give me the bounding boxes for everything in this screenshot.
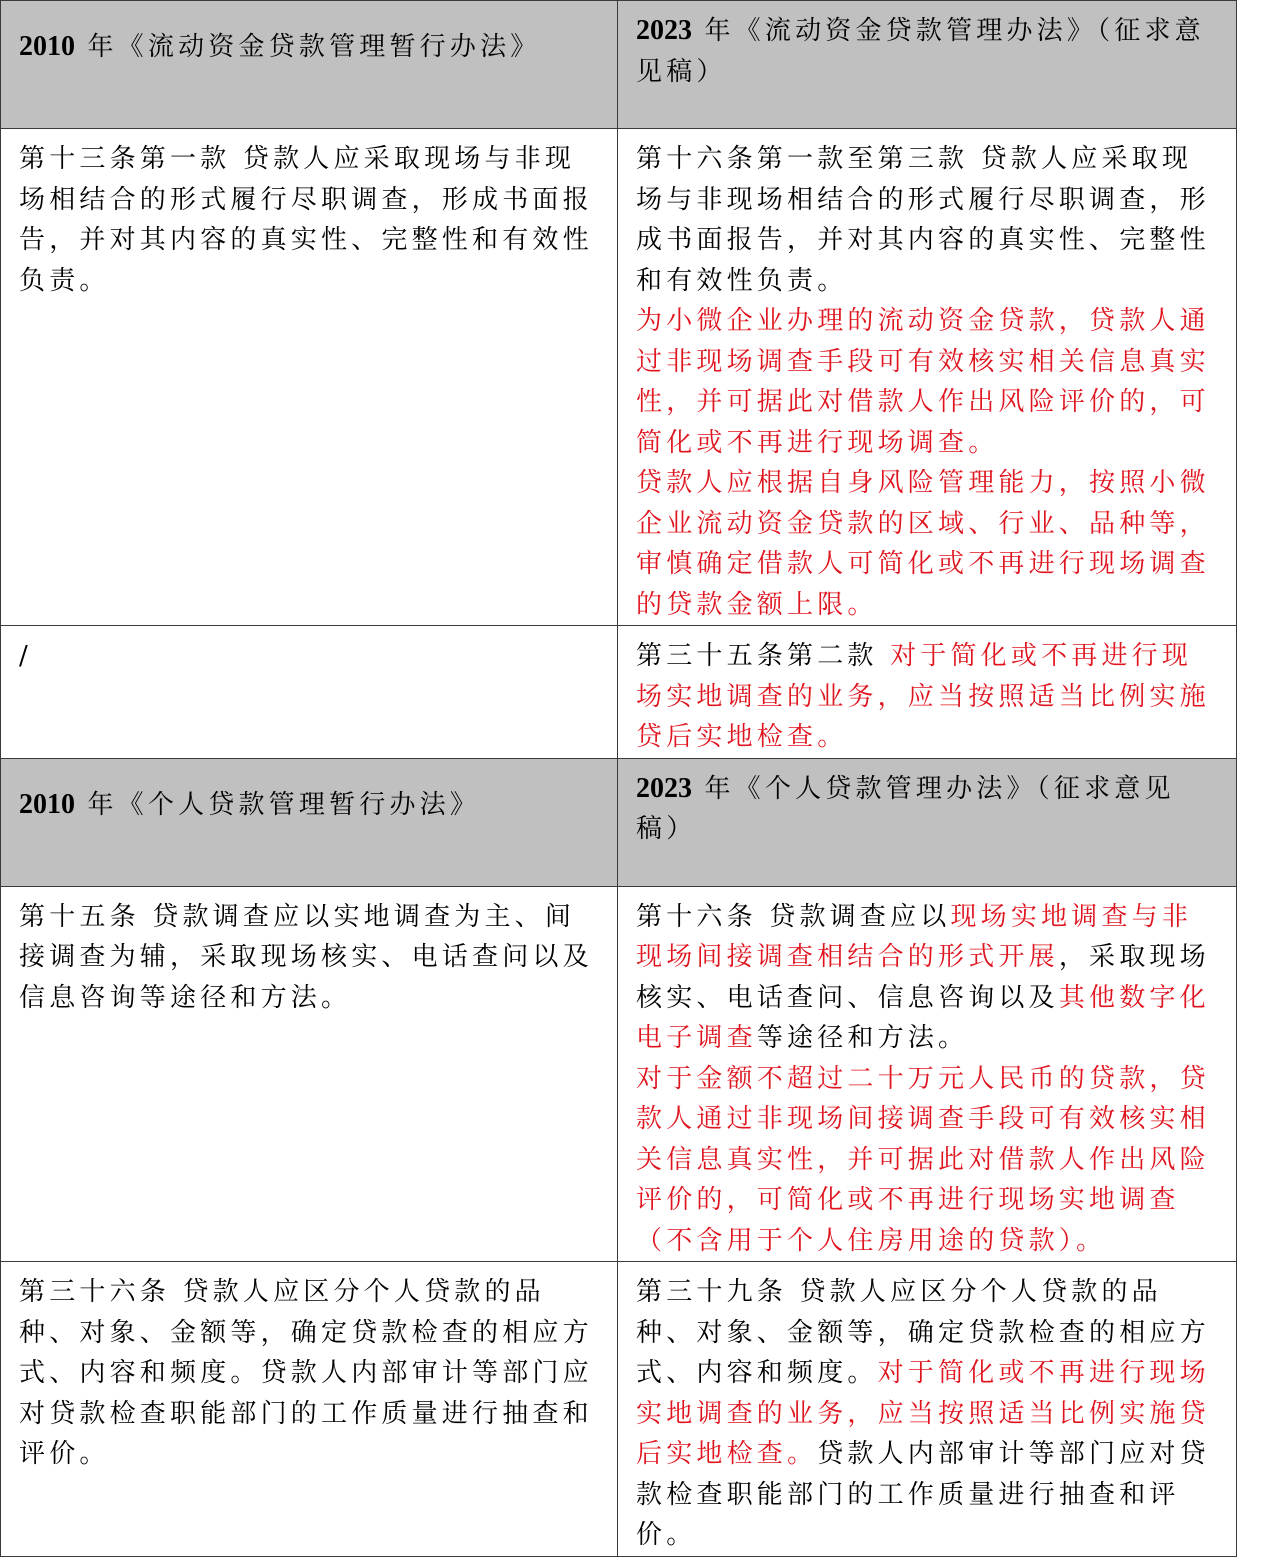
header-cell-new-regulation: [618, 1, 1237, 129]
header-year: 2010: [19, 788, 75, 820]
comparison-row: [1, 626, 1237, 759]
clause-paragraph: [19, 139, 603, 301]
new-clause-cell: [618, 626, 1237, 759]
clause-text: ，采取现场核实、电话查问、信息咨询以及: [636, 942, 1210, 1013]
clause-paragraph: [636, 636, 1222, 758]
header-title: 年《个人贷款管理办法》（征求意见稿）: [636, 773, 1175, 844]
highlighted-change-text: 其他数字化电子调查: [636, 982, 1210, 1053]
clause-body: [618, 626, 1236, 758]
highlighted-change-text: 对于简化或不再进行现场实地调查的业务，应当按照适当比例实施贷后实地检查。: [636, 1358, 1210, 1469]
clause-text: 第三十六条 贷款人应区分个人贷款的品种、对象、金额等，确定贷款检查的相应方式、内容和频度。贷款人内部审计等部门应对贷款检查职能部门的工作质量进行抽查和评价。: [19, 1277, 593, 1469]
old-clause-cell: [1, 886, 618, 1262]
clause-paragraph: [636, 897, 1222, 1059]
clause-body: [618, 1262, 1236, 1556]
clause-text: 第三十五条第二款: [636, 641, 891, 671]
clause-body: [1, 887, 617, 1019]
clause-text: /: [19, 641, 32, 671]
clause-body: [1, 1262, 617, 1475]
header-cell-old-regulation: [1, 1, 618, 129]
clause-paragraph: [636, 1272, 1222, 1556]
comparison-row: [1, 1262, 1237, 1557]
header-title: 年《个人贷款管理暂行办法》: [75, 789, 481, 820]
clause-paragraph: [636, 301, 1222, 463]
new-clause-cell: [618, 1262, 1237, 1557]
header-cell-new-regulation: [618, 758, 1237, 886]
highlighted-change-text: 对于简化或不再进行现场实地调查的业务，应当按照适当比例实施贷后实地检查。: [636, 641, 1210, 752]
header-year: 2023: [636, 15, 692, 46]
clause-paragraph: [636, 139, 1222, 301]
highlighted-change-text: 为小微企业办理的流动资金贷款，贷款人通过非现场调查手段可有效核实相关信息真实性，并可据此对借款人作出风险评价的，可简化或不再进行现场调查。: [636, 306, 1210, 458]
old-clause-cell: [1, 626, 618, 759]
clause-text: 第十六条第一款至第三款 贷款人应采取现场与非现场相结合的形式履行尽职调查，形成书面报告，并对其内容的真实性、完整性和有效性负责。: [636, 144, 1210, 296]
new-clause-cell: [618, 886, 1237, 1262]
clause-text: 第十三条第一款 贷款人应采取现场与非现场相结合的形式履行尽职调查，形成书面报告，并对其内容的真实性、完整性和有效性负责。: [19, 144, 593, 296]
header-year: 2023: [636, 772, 692, 804]
comparison-row: [1, 886, 1237, 1262]
clause-paragraph: [19, 897, 603, 1019]
clause-text: 第十五条 贷款调查应以实地调查为主、间接调查为辅，采取现场核实、电话查问以及信息咨询等途径和方法。: [19, 901, 593, 1013]
header-cell-old-regulation: [1, 758, 618, 886]
clause-paragraph: [19, 1272, 603, 1475]
section-header-row: [1, 1, 1237, 129]
highlighted-change-text: 贷款人应根据自身风险管理能力，按照小微企业流动资金贷款的区域、行业、品种等，审慎确定借款人可简化或不再进行现场调查的贷款金额上限。: [636, 468, 1210, 620]
clause-text: 贷款人内部审计等部门应对贷款检查职能部门的工作质量进行抽查和评价。: [636, 1439, 1210, 1550]
highlighted-change-text: 现场实地调查与非现场间接调查相结合的形式开展: [636, 901, 1193, 972]
header-title: 年《流动资金贷款管理办法》（征求意见稿）: [636, 16, 1205, 87]
highlighted-change-text: 对于金额不超过二十万元人民币的贷款，贷款人通过非现场间接调查手段可有效核实相关信息真实性，并可据此对借款人作出风险评价的，可简化或不再进行现场实地调查（不含用于个人住房用途的贷款）。: [636, 1063, 1210, 1256]
clause-body: [1, 626, 617, 677]
old-clause-cell: [1, 1262, 618, 1557]
old-clause-cell: [1, 129, 618, 626]
clause-body: [618, 129, 1236, 625]
header-title: 年《流动资金贷款管理暂行办法》: [75, 32, 541, 62]
clause-body: [1, 129, 617, 301]
clause-paragraph: [19, 636, 603, 677]
new-clause-cell: [618, 129, 1237, 626]
header-year: 2010: [19, 31, 75, 62]
clause-text: 第三十九条 贷款人应区分个人贷款的品种、对象、金额等，确定贷款检查的相应方式、内容和频度。: [636, 1277, 1210, 1388]
clause-text: 等途径和方法。: [756, 1023, 969, 1053]
clause-paragraph: [636, 463, 1222, 625]
section-header-row: [1, 758, 1237, 886]
clause-body: [618, 887, 1236, 1262]
comparison-row: [1, 129, 1237, 626]
clause-paragraph: [636, 1059, 1222, 1262]
clause-text: 第十六条 贷款调查应以: [636, 901, 951, 932]
